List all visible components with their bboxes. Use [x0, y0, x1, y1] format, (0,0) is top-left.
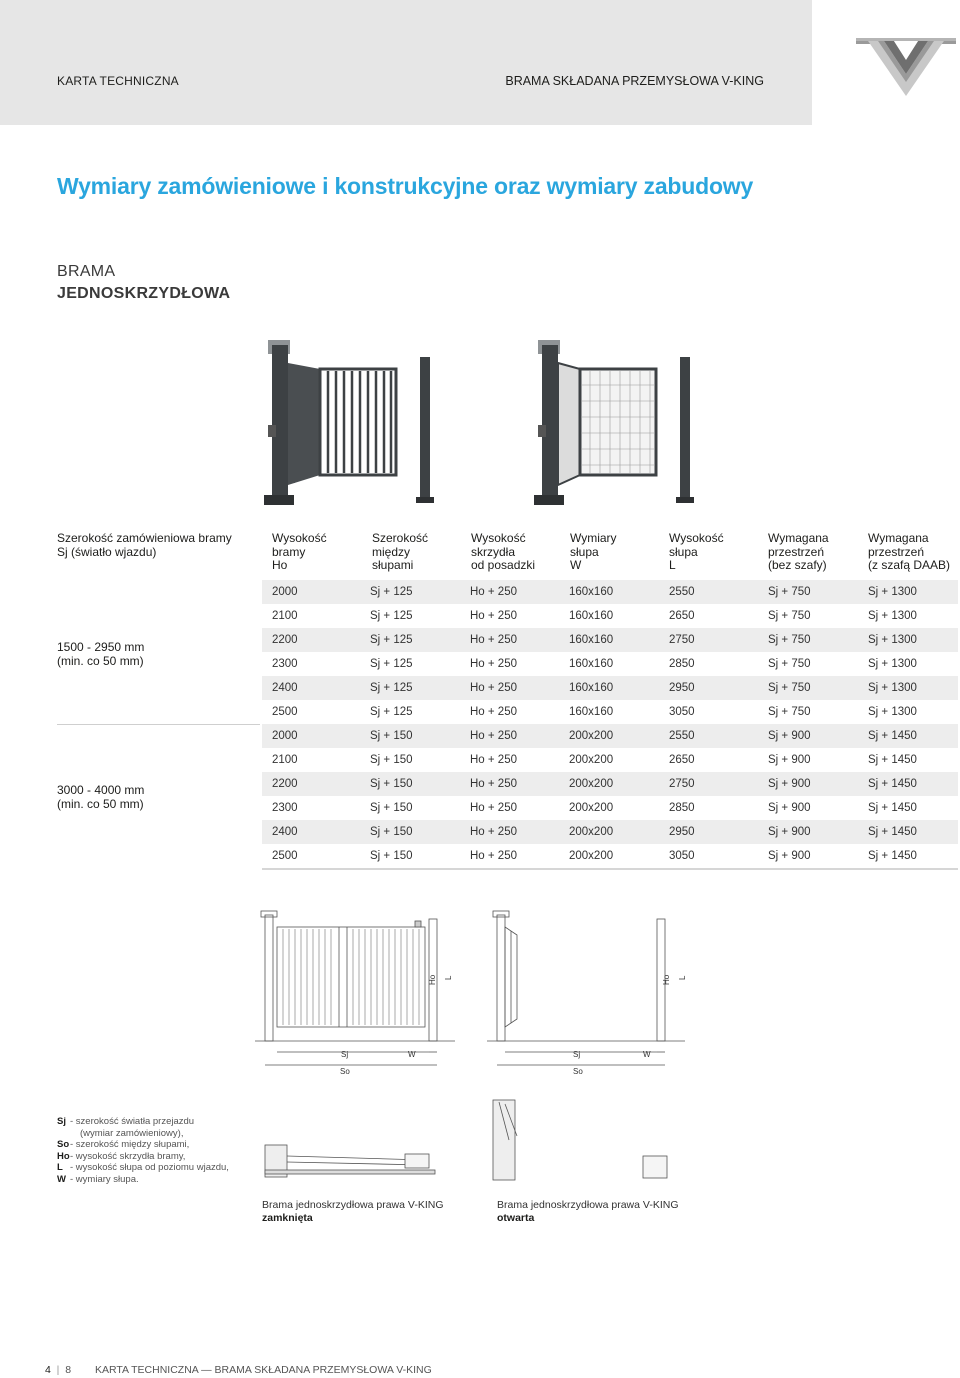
- caption-closed: Brama jednoskrzydłowa prawa V-KING zamknięta: [262, 1199, 444, 1224]
- table-row: 2500 Sj + 150 Ho + 250 200x200 3050 Sj + 900 Sj + 1450: [272, 850, 917, 862]
- dim-label-l: L: [444, 975, 453, 980]
- brand-logo-icon: [852, 30, 960, 100]
- header-post-spacing: Szerokość między słupami: [372, 531, 429, 572]
- page-title: Wymiary zamówieniowe i konstrukcyjne oraz wymiary zabudowy: [57, 173, 754, 199]
- header-product-name: BRAMA SKŁADANA PRZEMYSŁOWA V-KING: [505, 74, 764, 88]
- page-footer: 4 | 8 KARTA TECHNICZNA — BRAMA SKŁADANA PRZEMYSŁOWA V-KING: [45, 1364, 432, 1376]
- mesh-gate-photo: [534, 340, 694, 505]
- footer-text: KARTA TECHNICZNA — BRAMA SKŁADANA PRZEMYSŁOWA V-KING: [94, 1364, 432, 1376]
- table-bottom-rule: [262, 868, 958, 870]
- dimension-legend: Sj - szerokość światła przejazdu (wymiar zamówieniowy), So - szerokość między słupami, Ho - wysokość skrzydła bramy, L - wysokość słupa od poziomu wjazdu, W - wymiary słupa.: [57, 1116, 229, 1185]
- dim-label-so: So: [573, 1067, 583, 1076]
- dim-label-ho: Ho: [428, 974, 437, 985]
- group-separator: [57, 724, 260, 725]
- header-gate-height: Wysokość bramy Ho: [272, 531, 327, 572]
- gate-elevation-drawings: [255, 905, 715, 1085]
- header-space-no-cabinet: Wymagana przestrzeń (bez szafy): [768, 531, 829, 572]
- dim-label-l: L: [678, 975, 687, 980]
- dim-label-sj: Sj: [341, 1050, 349, 1059]
- dim-label-ho: Ho: [662, 974, 671, 985]
- elevation-drawing-closed: [255, 911, 455, 1065]
- gate-plan-drawings: [255, 1090, 715, 1200]
- caption-open: Brama jednoskrzydłowa prawa V-KING otwarta: [497, 1199, 679, 1224]
- table-row: 2200 Sj + 150 Ho + 250 200x200 2750 Sj + 900 Sj + 1450: [262, 772, 958, 796]
- plan-view-closed: [265, 1145, 435, 1177]
- plan-view-open: [493, 1100, 667, 1180]
- page-header: [0, 0, 812, 125]
- table-row: 2100 Sj + 150 Ho + 250 200x200 2650 Sj + 900 Sj + 1450: [272, 754, 917, 766]
- section-title-line2: JEDNOSKRZYDŁOWA: [57, 285, 231, 302]
- table-row: 2000 Sj + 125 Ho + 250 160x160 2550 Sj + 750 Sj + 1300: [262, 580, 958, 604]
- table-row: 2300 Sj + 125 Ho + 250 160x160 2850 Sj + 750 Sj + 1300: [272, 658, 917, 670]
- elevation-drawing-open: [487, 911, 685, 1065]
- group-label-2: 3000 - 4000 mm (min. co 50 mm): [57, 783, 145, 811]
- dim-label-so: So: [340, 1067, 350, 1076]
- header-doc-type: KARTA TECHNICZNA: [57, 74, 179, 88]
- header-leaf-height: Wysokość skrzydła od posadzki: [471, 531, 536, 572]
- bar-gate-photo: [264, 340, 434, 505]
- dim-label-w: W: [408, 1050, 416, 1059]
- table-row: 2100 Sj + 125 Ho + 250 160x160 2650 Sj + 750 Sj + 1300: [272, 610, 917, 622]
- gate-product-photos: [260, 335, 710, 515]
- group-label-1: 1500 - 2950 mm (min. co 50 mm): [57, 640, 145, 668]
- table-row: 2000 Sj + 150 Ho + 250 200x200 2550 Sj + 900 Sj + 1450: [262, 724, 958, 748]
- dim-label-sj: Sj: [573, 1050, 581, 1059]
- header-order-width: Szerokość zamówieniowa bramy Sj (światło wjazdu): [57, 531, 232, 559]
- header-post-dims: Wymiary słupa W: [570, 531, 617, 572]
- dim-label-w: W: [643, 1050, 651, 1059]
- header-post-height: Wysokość słupa L: [669, 531, 724, 572]
- table-row: 2300 Sj + 150 Ho + 250 200x200 2850 Sj + 900 Sj + 1450: [272, 802, 917, 814]
- page-number: 4: [45, 1364, 51, 1376]
- header-space-cabinet: Wymagana przestrzeń (z szafą DAAB): [868, 531, 951, 572]
- table-row: 2500 Sj + 125 Ho + 250 160x160 3050 Sj + 750 Sj + 1300: [272, 706, 917, 718]
- table-row: 2400 Sj + 150 Ho + 250 200x200 2950 Sj + 900 Sj + 1450: [262, 820, 958, 844]
- page-total: 8: [65, 1364, 72, 1376]
- table-row: 2400 Sj + 125 Ho + 250 160x160 2950 Sj + 750 Sj + 1300: [262, 676, 958, 700]
- section-title-line1: BRAMA: [57, 263, 116, 280]
- table-row: 2200 Sj + 125 Ho + 250 160x160 2750 Sj + 750 Sj + 1300: [262, 628, 958, 652]
